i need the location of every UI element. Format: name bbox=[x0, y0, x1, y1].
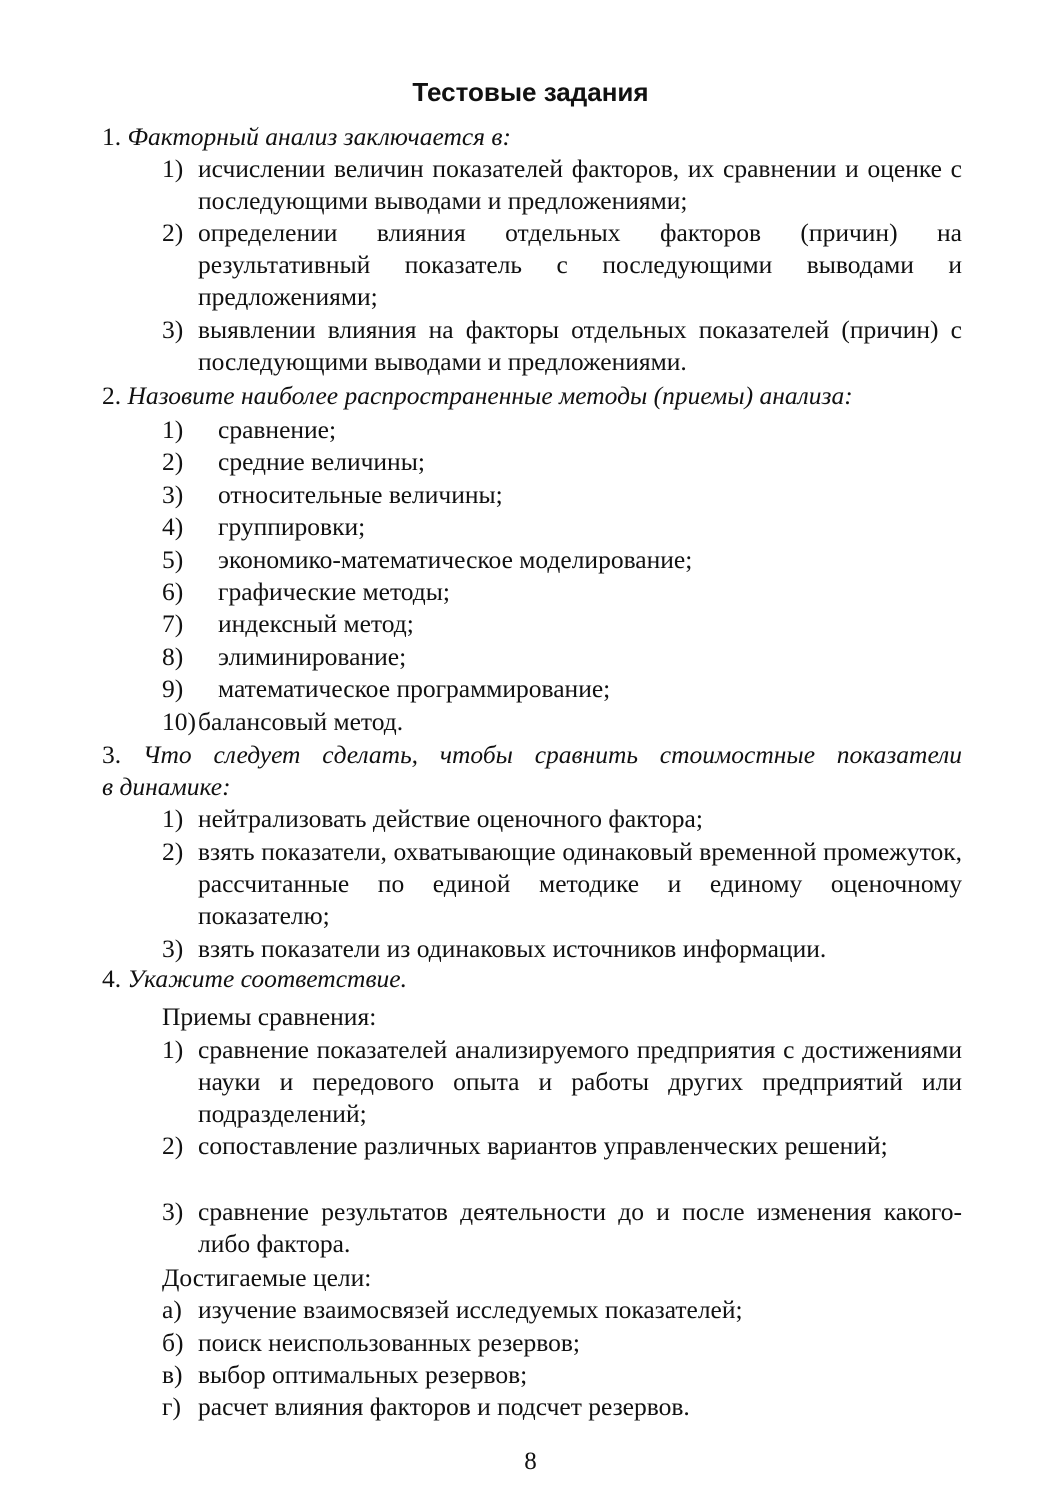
question-text: Назовите наиболее распространенные методы (приемы) анализа: bbox=[127, 381, 853, 410]
list-item bbox=[162, 1359, 527, 1391]
option-text: взять показатели из одинаковых источников информации. bbox=[198, 934, 827, 963]
option-text: экономико-математическое моделирование; bbox=[218, 545, 693, 574]
list-item bbox=[162, 544, 692, 576]
option-text: элиминирование; bbox=[218, 642, 407, 671]
option-number: г) bbox=[162, 1392, 181, 1421]
option-text: относительные величины; bbox=[218, 480, 503, 509]
list-item bbox=[162, 1294, 743, 1326]
question-number: 4. bbox=[102, 964, 122, 993]
option-number: 3) bbox=[162, 1197, 184, 1226]
list-item bbox=[162, 641, 406, 673]
option-number: 2) bbox=[162, 1131, 184, 1160]
option-number: 6) bbox=[162, 577, 184, 606]
option-number: 5) bbox=[162, 545, 184, 574]
option-text: определении влияния отдельных факторов (причин) на результативный показатель с последующими выводами и предложениями; bbox=[198, 218, 962, 311]
option-number: 10) bbox=[162, 707, 196, 736]
option-number: 2) bbox=[162, 837, 184, 866]
option-text: графические методы; bbox=[218, 577, 450, 606]
option-text: взять показатели, охватывающие одинаковый временной промежуток, рассчитанные по единой методике и единому оценочному показателю; bbox=[198, 837, 962, 930]
list-item bbox=[162, 576, 450, 608]
list-item bbox=[162, 1391, 690, 1423]
list-item bbox=[162, 803, 962, 835]
list-item bbox=[162, 217, 962, 313]
list-item bbox=[162, 153, 962, 217]
option-text: изучение взаимосвязей исследуемых показателей; bbox=[198, 1295, 743, 1324]
option-text: поиск неиспользованных резервов; bbox=[198, 1328, 580, 1357]
question-number: 3. bbox=[102, 740, 122, 769]
list-item bbox=[162, 1196, 962, 1260]
option-number: 7) bbox=[162, 609, 184, 638]
option-text: выбор оптимальных резервов; bbox=[198, 1360, 528, 1389]
question-text: Укажите соответствие. bbox=[127, 964, 407, 993]
option-text: исчислении величин показателей факторов, их сравнении и оценке с последующими выводами и предложениями; bbox=[198, 154, 962, 215]
option-number: 3) bbox=[162, 480, 184, 509]
question-4 bbox=[102, 963, 962, 995]
option-text: сравнение результатов деятельности до и после изменения какого-либо фактора. bbox=[198, 1197, 962, 1258]
option-text: математическое программирование; bbox=[218, 674, 611, 703]
option-text: индексный метод; bbox=[218, 609, 414, 638]
list-item bbox=[162, 314, 962, 378]
option-number: 1) bbox=[162, 1035, 184, 1064]
option-number: 3) bbox=[162, 315, 184, 344]
list-item bbox=[162, 1327, 580, 1359]
list-item bbox=[162, 511, 365, 543]
list-item bbox=[162, 446, 425, 478]
option-number: 1) bbox=[162, 804, 184, 833]
option-number: 8) bbox=[162, 642, 184, 671]
list-item bbox=[162, 706, 403, 738]
option-text: сопоставление различных вариантов управленческих решений; bbox=[198, 1131, 888, 1160]
goals-label: Достигаемые цели: bbox=[162, 1263, 372, 1292]
question-text: в динамике: bbox=[102, 772, 231, 801]
option-text: сравнение; bbox=[218, 415, 337, 444]
question-2 bbox=[102, 380, 962, 412]
option-number: в) bbox=[162, 1360, 183, 1389]
question-3-continuation bbox=[102, 771, 962, 803]
option-number: 3) bbox=[162, 934, 184, 963]
list-item bbox=[162, 836, 962, 932]
list-item bbox=[162, 673, 610, 705]
option-number: а) bbox=[162, 1295, 182, 1324]
question-number: 1. bbox=[102, 122, 122, 151]
option-text: выявлении влияния на факторы отдельных показателей (причин) с последующими выводами и предложениями. bbox=[198, 315, 962, 376]
option-number: 1) bbox=[162, 154, 184, 183]
question-number: 2. bbox=[102, 381, 122, 410]
question-3 bbox=[102, 739, 962, 771]
list-item bbox=[162, 1130, 962, 1162]
option-number: 2) bbox=[162, 447, 184, 476]
option-text: расчет влияния факторов и подсчет резервов. bbox=[198, 1392, 690, 1421]
option-text: группировки; bbox=[218, 512, 366, 541]
methods-label: Приемы сравнения: bbox=[162, 1002, 377, 1031]
option-number: 9) bbox=[162, 674, 184, 703]
list-item bbox=[162, 933, 962, 965]
option-text: нейтрализовать действие оценочного фактора; bbox=[198, 804, 703, 833]
option-text: средние величины; bbox=[218, 447, 425, 476]
list-item bbox=[162, 608, 414, 640]
option-number: 4) bbox=[162, 512, 184, 541]
page-title: Тестовые задания bbox=[412, 77, 649, 107]
option-number: 2) bbox=[162, 218, 184, 247]
option-text: балансовый метод. bbox=[198, 707, 404, 736]
option-number: 1) bbox=[162, 415, 184, 444]
option-number: б) bbox=[162, 1328, 184, 1357]
list-item bbox=[162, 1034, 962, 1130]
question-text: Что следует сделать, чтобы сравнить стоимостные показатели bbox=[142, 740, 963, 769]
question-text: Факторный анализ заключается в: bbox=[127, 122, 511, 151]
question-1 bbox=[102, 121, 962, 153]
option-text: сравнение показателей анализируемого предприятия с достижениями науки и передового опыта и работы других предприятий или подразделений; bbox=[198, 1035, 962, 1128]
list-item bbox=[162, 479, 503, 511]
list-item bbox=[162, 414, 336, 446]
page-number: 8 bbox=[524, 1448, 537, 1475]
